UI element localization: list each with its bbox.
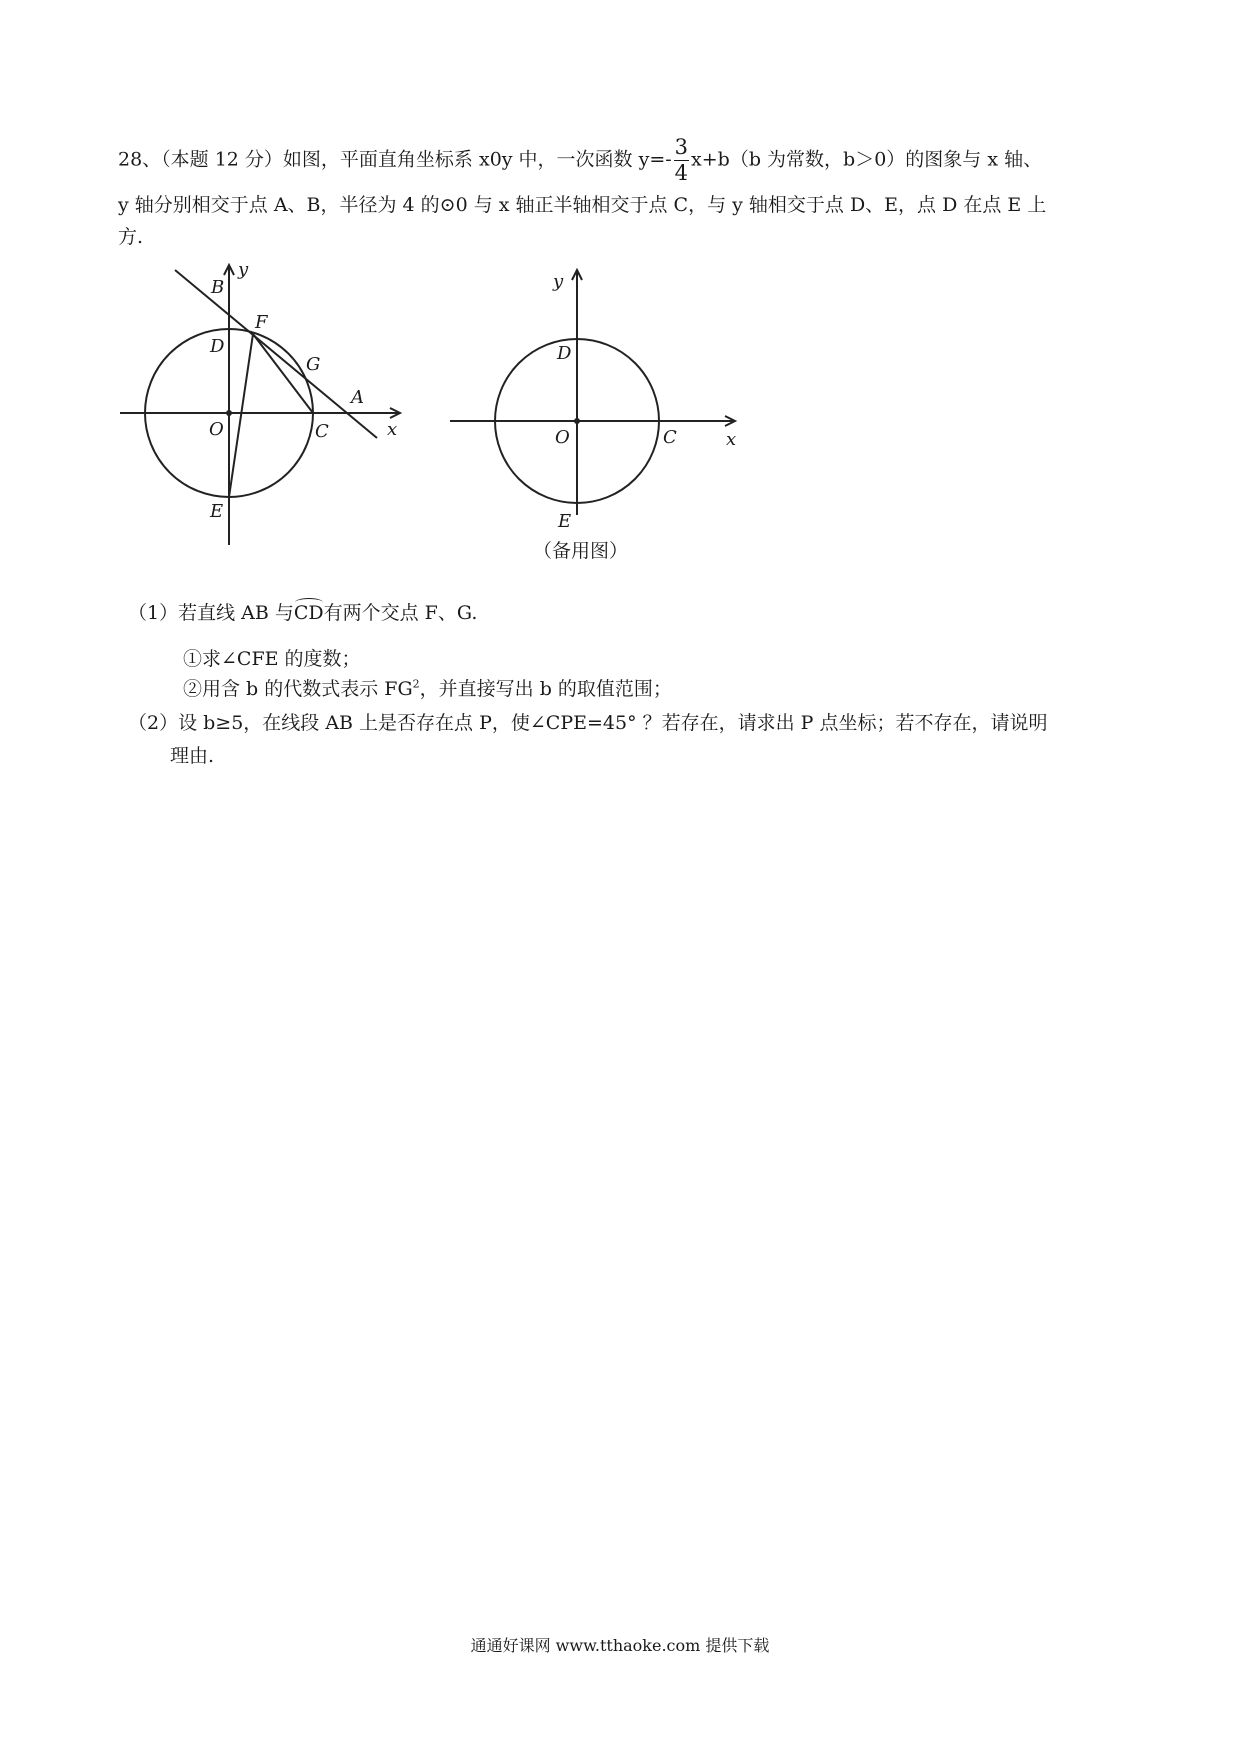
label-o: O	[555, 427, 570, 448]
arc-cd: CD	[293, 602, 324, 624]
fraction-numerator: 3	[674, 135, 689, 159]
label-f: F	[255, 312, 268, 333]
label-y: y	[553, 271, 564, 292]
superscript-2: 2	[412, 677, 420, 691]
question-1-part-1: ①求∠CFE 的度数；	[183, 648, 361, 670]
origin-dot	[226, 410, 232, 416]
minus-sign: -	[665, 148, 672, 171]
label-d: D	[557, 343, 572, 364]
question-1-part-2-start: ②用含 b 的代数式表示 FG	[183, 678, 413, 700]
segment-ef	[229, 334, 253, 497]
question-1-start: （1）若直线 AB 与	[128, 602, 294, 624]
question-1-end: 有两个交点 F、G.	[323, 602, 478, 624]
figure-backup	[445, 265, 745, 535]
fraction-three-quarters	[674, 137, 689, 184]
label-e: E	[210, 501, 224, 522]
question-1	[128, 598, 477, 625]
label-a: A	[351, 387, 364, 408]
label-o: O	[209, 419, 224, 440]
question-2: （2）设 b≥5，在线段 AB 上是否存在点 P，使∠CPE=45° ？若存在，请求出 P 点坐标；若不存在，请说明	[128, 712, 1048, 734]
label-c: C	[663, 427, 677, 448]
fraction-denominator: 4	[674, 161, 689, 185]
problem-line-3: 方.	[118, 226, 144, 248]
label-b: B	[211, 277, 225, 298]
problem-line-1-start: 28、（本题 12 分）如图，平面直角坐标系 x0y 中，一次函数 y=	[118, 148, 666, 171]
label-y: y	[238, 259, 249, 280]
label-d: D	[210, 336, 225, 357]
label-g: G	[306, 354, 321, 375]
problem-line-2: y 轴分别相交于点 A、B，半径为 4 的⊙0 与 x 轴正半轴相交于点 C，与 y 轴相交于点 D、E，点 D 在点 E 上	[118, 194, 1047, 216]
footer-credit: 通通好课网 www.tthaoke.com 提供下载	[470, 1636, 770, 1655]
problem-line-1-end: x+b（b 为常数，b＞0）的图象与 x 轴、	[691, 148, 1043, 171]
label-c: C	[315, 421, 329, 442]
question-2-continued: 理由.	[170, 745, 215, 767]
question-1-part-2	[183, 674, 672, 701]
question-1-part-2-end: ，并直接写出 b 的取值范围；	[419, 678, 672, 700]
label-x: x	[726, 429, 737, 450]
label-x: x	[387, 419, 398, 440]
origin-dot	[574, 418, 580, 424]
figure-caption: （备用图）	[533, 540, 629, 562]
figure-main	[115, 255, 415, 555]
problem-line-1	[118, 137, 1042, 184]
label-e: E	[558, 511, 572, 532]
